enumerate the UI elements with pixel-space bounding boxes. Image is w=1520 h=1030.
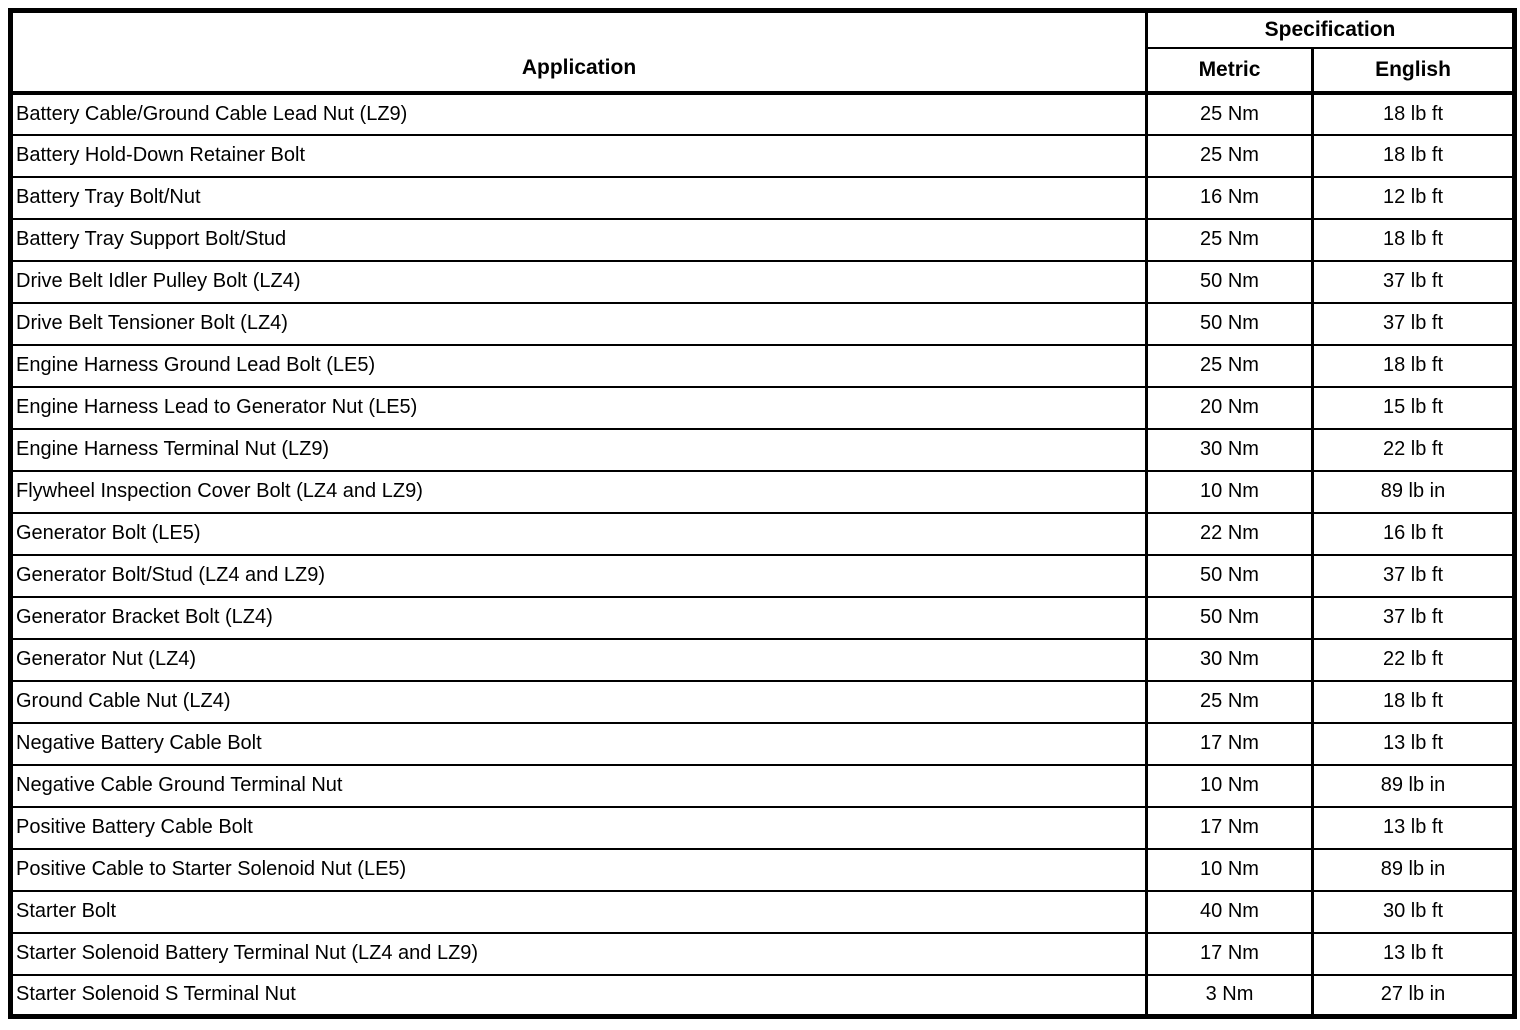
english-cell: 37 lb ft bbox=[1313, 555, 1515, 597]
metric-cell: 10 Nm bbox=[1147, 471, 1313, 513]
english-cell: 30 lb ft bbox=[1313, 891, 1515, 933]
table-row bbox=[11, 975, 1515, 1017]
english-cell: 13 lb ft bbox=[1313, 933, 1515, 975]
english-column-header: English bbox=[1313, 48, 1515, 93]
application-cell: Positive Battery Cable Bolt bbox=[11, 807, 1147, 849]
metric-cell: 17 Nm bbox=[1147, 723, 1313, 765]
application-cell: Engine Harness Terminal Nut (LZ9) bbox=[11, 429, 1147, 471]
table-row bbox=[11, 597, 1515, 639]
application-column-header: Application bbox=[11, 11, 1147, 93]
english-cell: 89 lb in bbox=[1313, 471, 1515, 513]
english-cell: 18 lb ft bbox=[1313, 135, 1515, 177]
english-cell: 22 lb ft bbox=[1313, 639, 1515, 681]
english-cell: 22 lb ft bbox=[1313, 429, 1515, 471]
application-cell: Starter Solenoid Battery Terminal Nut (LZ4 and LZ9) bbox=[11, 933, 1147, 975]
metric-cell: 30 Nm bbox=[1147, 429, 1313, 471]
english-cell: 18 lb ft bbox=[1313, 681, 1515, 723]
application-cell: Flywheel Inspection Cover Bolt (LZ4 and LZ9) bbox=[11, 471, 1147, 513]
table-row bbox=[11, 933, 1515, 975]
metric-cell: 30 Nm bbox=[1147, 639, 1313, 681]
application-cell: Generator Bolt (LE5) bbox=[11, 513, 1147, 555]
metric-cell: 25 Nm bbox=[1147, 219, 1313, 261]
header-row-specification bbox=[11, 11, 1515, 48]
table-row bbox=[11, 681, 1515, 723]
english-cell: 89 lb in bbox=[1313, 849, 1515, 891]
english-cell: 37 lb ft bbox=[1313, 261, 1515, 303]
metric-cell: 10 Nm bbox=[1147, 765, 1313, 807]
table-row bbox=[11, 555, 1515, 597]
application-cell: Battery Cable/Ground Cable Lead Nut (LZ9) bbox=[11, 93, 1147, 135]
english-cell: 89 lb in bbox=[1313, 765, 1515, 807]
metric-cell: 3 Nm bbox=[1147, 975, 1313, 1017]
english-cell: 18 lb ft bbox=[1313, 219, 1515, 261]
table-row bbox=[11, 345, 1515, 387]
metric-cell: 50 Nm bbox=[1147, 597, 1313, 639]
application-cell: Engine Harness Lead to Generator Nut (LE5) bbox=[11, 387, 1147, 429]
english-cell: 15 lb ft bbox=[1313, 387, 1515, 429]
english-cell: 16 lb ft bbox=[1313, 513, 1515, 555]
table-row bbox=[11, 135, 1515, 177]
application-cell: Negative Battery Cable Bolt bbox=[11, 723, 1147, 765]
application-cell: Starter Solenoid S Terminal Nut bbox=[11, 975, 1147, 1017]
metric-cell: 25 Nm bbox=[1147, 345, 1313, 387]
english-cell: 37 lb ft bbox=[1313, 303, 1515, 345]
table-header bbox=[11, 11, 1515, 93]
table-row bbox=[11, 261, 1515, 303]
application-cell: Battery Hold-Down Retainer Bolt bbox=[11, 135, 1147, 177]
torque-specification-table bbox=[8, 8, 1517, 1019]
table-row bbox=[11, 387, 1515, 429]
table-row bbox=[11, 639, 1515, 681]
metric-cell: 50 Nm bbox=[1147, 303, 1313, 345]
application-cell: Generator Bolt/Stud (LZ4 and LZ9) bbox=[11, 555, 1147, 597]
application-cell: Engine Harness Ground Lead Bolt (LE5) bbox=[11, 345, 1147, 387]
table-row bbox=[11, 303, 1515, 345]
application-cell: Battery Tray Bolt/Nut bbox=[11, 177, 1147, 219]
application-cell: Starter Bolt bbox=[11, 891, 1147, 933]
metric-cell: 20 Nm bbox=[1147, 387, 1313, 429]
application-cell: Drive Belt Idler Pulley Bolt (LZ4) bbox=[11, 261, 1147, 303]
application-cell: Ground Cable Nut (LZ4) bbox=[11, 681, 1147, 723]
application-cell: Drive Belt Tensioner Bolt (LZ4) bbox=[11, 303, 1147, 345]
application-cell: Battery Tray Support Bolt/Stud bbox=[11, 219, 1147, 261]
metric-cell: 50 Nm bbox=[1147, 555, 1313, 597]
metric-column-header: Metric bbox=[1147, 48, 1313, 93]
metric-cell: 25 Nm bbox=[1147, 93, 1313, 135]
table-row bbox=[11, 807, 1515, 849]
table-row bbox=[11, 429, 1515, 471]
english-cell: 12 lb ft bbox=[1313, 177, 1515, 219]
english-cell: 18 lb ft bbox=[1313, 345, 1515, 387]
table-row bbox=[11, 849, 1515, 891]
table-body bbox=[11, 93, 1515, 1017]
metric-cell: 16 Nm bbox=[1147, 177, 1313, 219]
metric-cell: 17 Nm bbox=[1147, 807, 1313, 849]
metric-cell: 10 Nm bbox=[1147, 849, 1313, 891]
metric-cell: 40 Nm bbox=[1147, 891, 1313, 933]
english-cell: 13 lb ft bbox=[1313, 723, 1515, 765]
application-cell: Generator Bracket Bolt (LZ4) bbox=[11, 597, 1147, 639]
table-row bbox=[11, 93, 1515, 135]
english-cell: 27 lb in bbox=[1313, 975, 1515, 1017]
table-row bbox=[11, 891, 1515, 933]
english-cell: 13 lb ft bbox=[1313, 807, 1515, 849]
application-cell: Negative Cable Ground Terminal Nut bbox=[11, 765, 1147, 807]
table-row bbox=[11, 513, 1515, 555]
english-cell: 37 lb ft bbox=[1313, 597, 1515, 639]
table-row bbox=[11, 765, 1515, 807]
table-row bbox=[11, 219, 1515, 261]
specification-column-group-header: Specification bbox=[1147, 11, 1515, 48]
table-row bbox=[11, 471, 1515, 513]
application-cell: Positive Cable to Starter Solenoid Nut (LE5) bbox=[11, 849, 1147, 891]
table-row bbox=[11, 723, 1515, 765]
metric-cell: 17 Nm bbox=[1147, 933, 1313, 975]
metric-cell: 50 Nm bbox=[1147, 261, 1313, 303]
metric-cell: 22 Nm bbox=[1147, 513, 1313, 555]
table-row bbox=[11, 177, 1515, 219]
metric-cell: 25 Nm bbox=[1147, 135, 1313, 177]
application-cell: Generator Nut (LZ4) bbox=[11, 639, 1147, 681]
metric-cell: 25 Nm bbox=[1147, 681, 1313, 723]
english-cell: 18 lb ft bbox=[1313, 93, 1515, 135]
